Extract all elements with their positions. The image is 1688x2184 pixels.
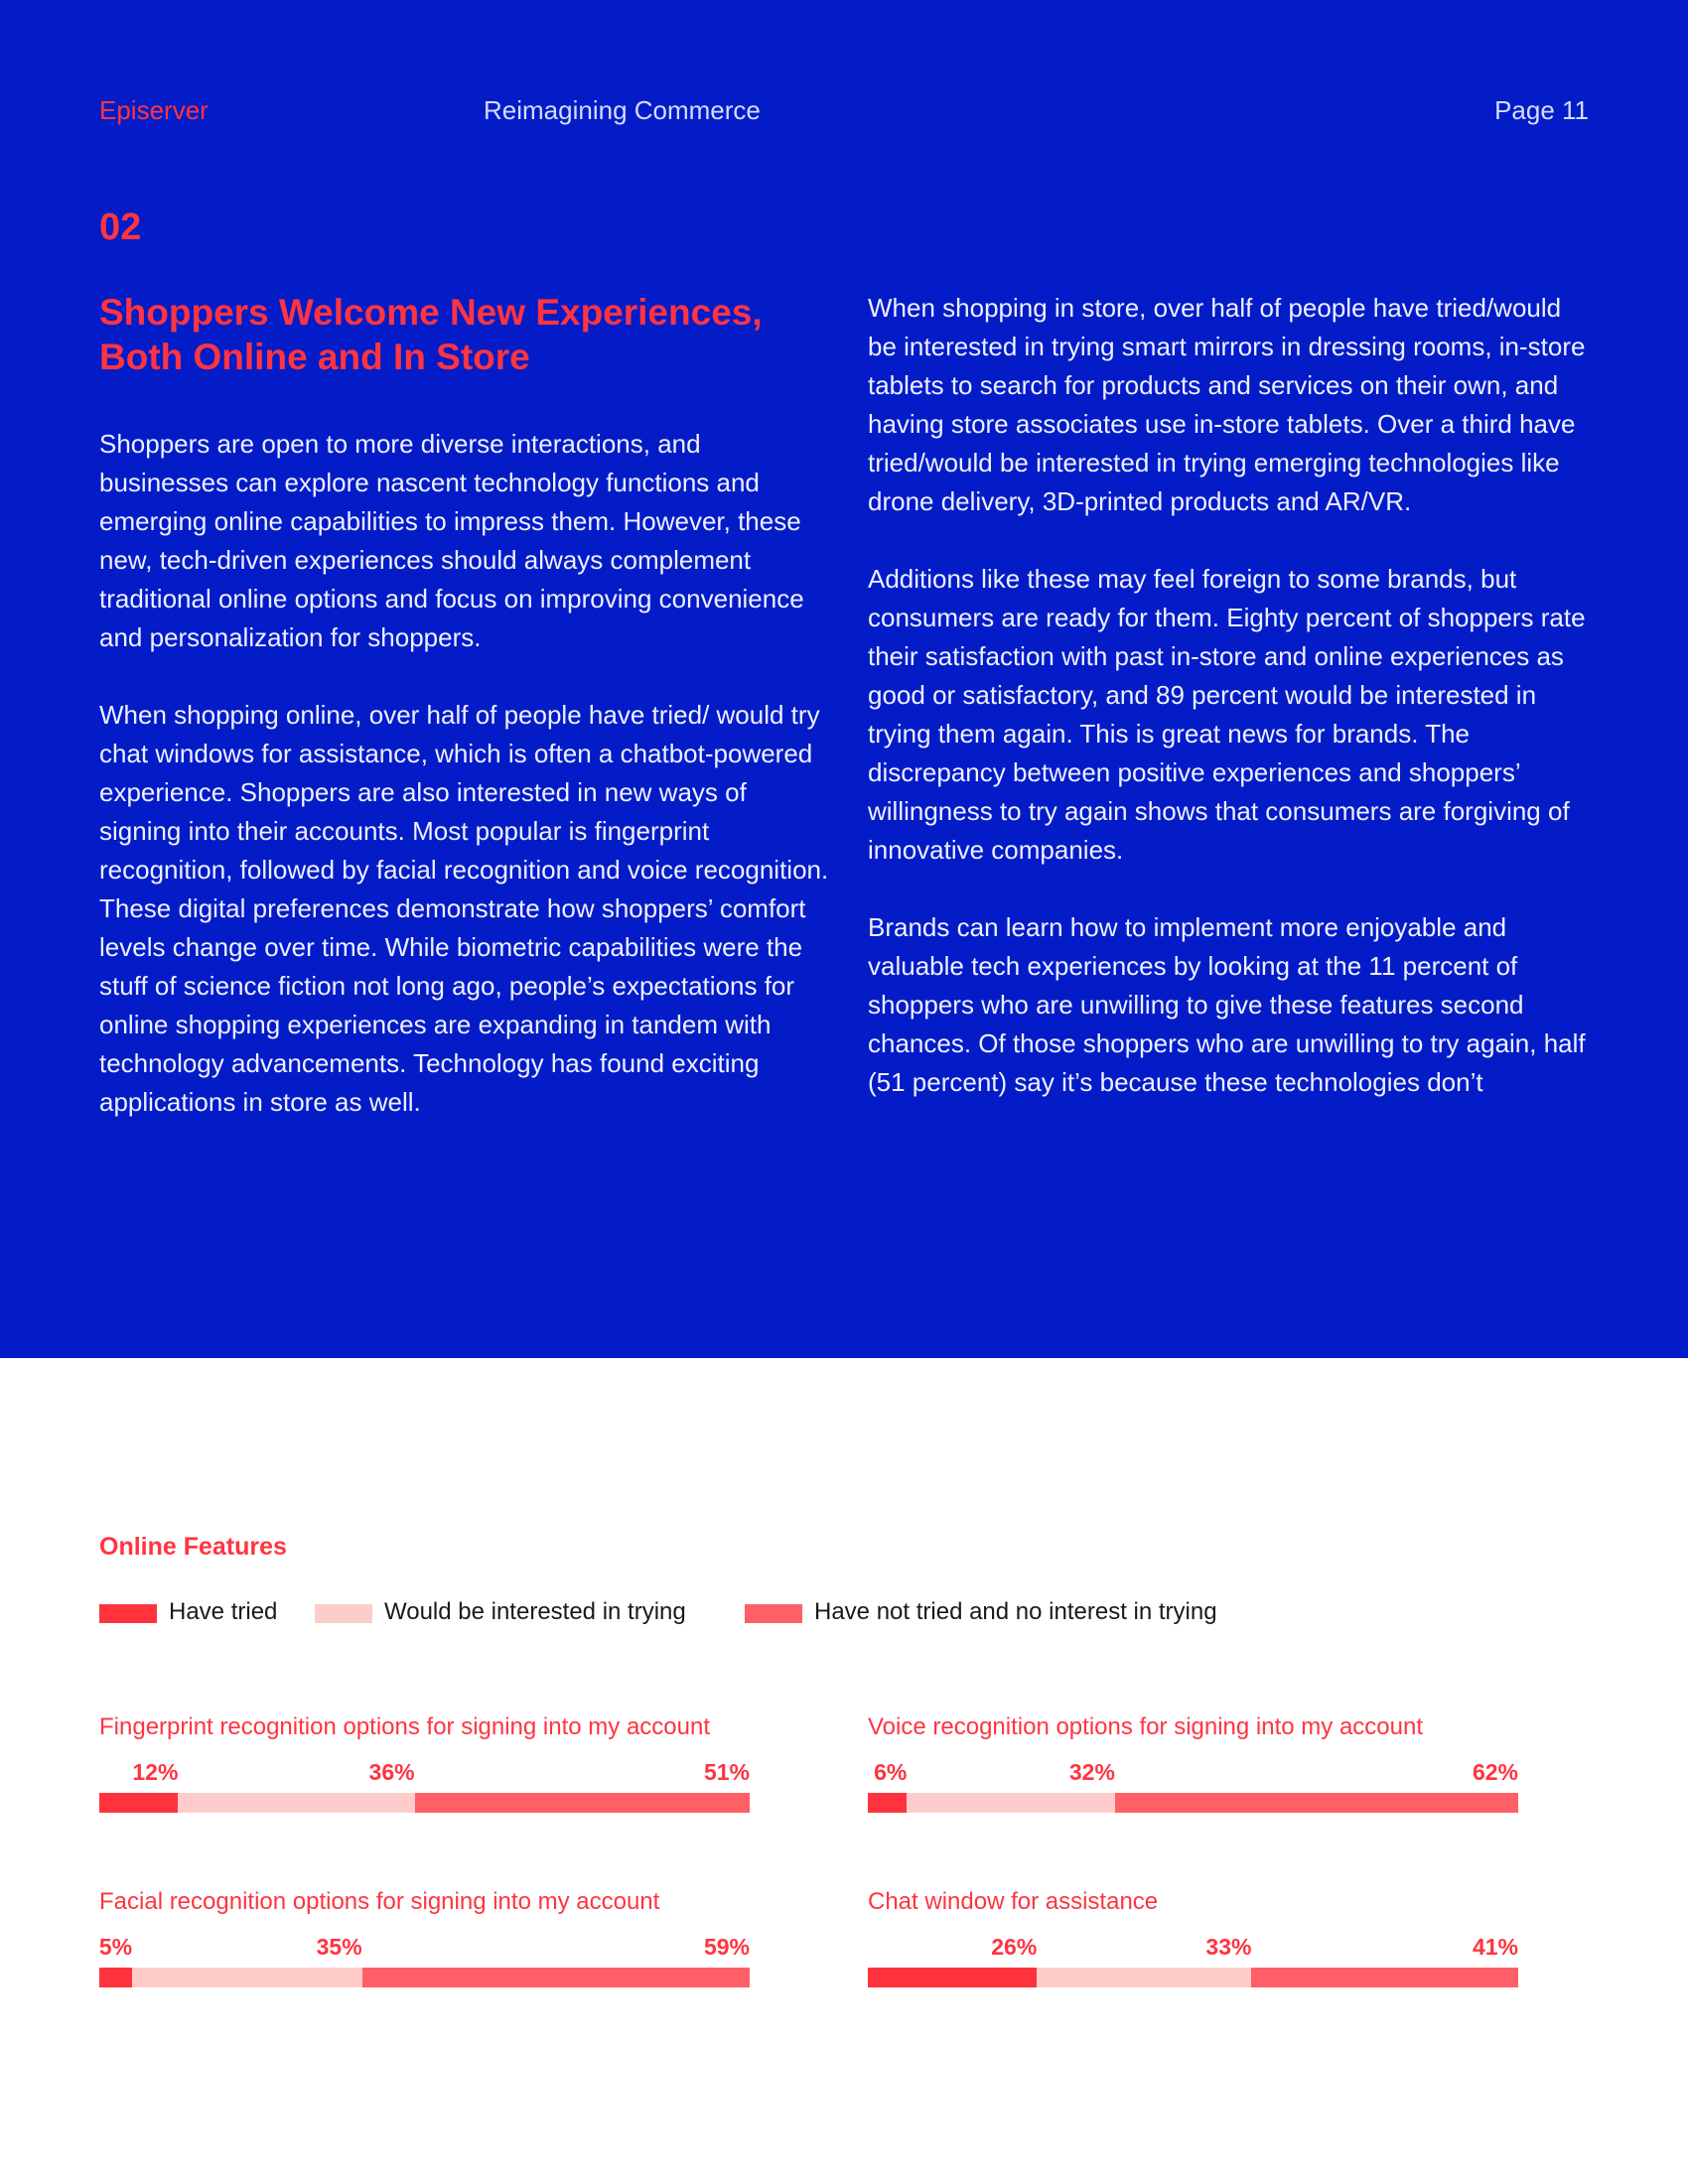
bar-segment: [132, 1968, 362, 1987]
data-label: 41%: [1472, 1934, 1518, 1960]
body-paragraph: Additions like these may feel foreign to some brands, but consumers are ready for them. Eighty percent of shoppers rate their satisfaction with past in-store and online experiences as good or satisfactory, and 89 percent would be interested in trying them again. This is great news for brands. The discrepancy between positive experiences and shoppers’ willingness to try again shows that consumers are forgiving of innovative companies.: [868, 564, 1586, 865]
stacked-bar: [868, 1968, 1518, 1987]
bar-segment: [415, 1793, 750, 1813]
bar-category-label: Facial recognition options for signing into my account: [99, 1888, 660, 1915]
legend-swatch-have-tried: [99, 1604, 157, 1623]
body-column-right: [868, 289, 1589, 1141]
stacked-bar-item: [99, 1713, 750, 1833]
data-label: 51%: [703, 1759, 750, 1785]
body-column-left: [99, 425, 829, 1160]
bar-segment: [1251, 1968, 1518, 1987]
data-label: 5%: [98, 1934, 133, 1960]
legend-label: Have not tried and no interest in trying: [814, 1598, 1217, 1625]
stacked-bar: [99, 1793, 750, 1813]
bar-category-label: Chat window for assistance: [868, 1888, 1159, 1915]
bar-segment: [868, 1793, 907, 1813]
section-number: 02: [99, 206, 142, 248]
legend-label: Would be interested in trying: [384, 1598, 686, 1625]
bar-segment: [1115, 1793, 1518, 1813]
bar-segment: [1037, 1968, 1251, 1987]
legend-swatch-no-interest: [745, 1604, 802, 1623]
brand-name: Episerver: [99, 95, 209, 125]
stacked-bar: [868, 1793, 1518, 1813]
stacked-bar-item: [868, 1713, 1518, 1833]
legend-swatch-would-try: [315, 1604, 372, 1623]
data-label: 12%: [132, 1759, 179, 1785]
stacked-bar-item: [868, 1888, 1518, 2007]
data-label: 6%: [874, 1759, 908, 1785]
data-label: 59%: [703, 1934, 750, 1960]
body-paragraph: When shopping online, over half of people have tried/ would try chat windows for assistance, which is often a chatbot-powered experience. Shoppers are also interested in new ways of signing into their accounts. Most popular is fingerprint recognition, followed by facial recognition and voice recognition. These digital preferences demonstrate how shoppers’ comfort levels change over time. While biometric capabilities were the stuff of science fiction not long ago, people’s expectations for online shopping experiences are expanding in tandem with technology advancements. Technology has found exciting applications in store as well.: [99, 700, 829, 1117]
bar-segment: [868, 1968, 1037, 1987]
stacked-bar: [99, 1968, 750, 1987]
body-paragraph: Shoppers are open to more diverse interactions, and businesses can explore nascent technology functions and emerging online capabilities to impress them. However, these new, tech-driven experiences should always complement traditional online options and focus on improving convenience and personalization for shoppers.: [99, 429, 804, 652]
document-title: Reimagining Commerce: [484, 95, 761, 125]
bar-category-label: Fingerprint recognition options for signing into my account: [99, 1713, 710, 1740]
chart-legend: [99, 1598, 1489, 1628]
bar-segment: [362, 1968, 750, 1987]
data-label: 33%: [1205, 1934, 1252, 1960]
data-label: 36%: [368, 1759, 415, 1785]
bar-segment: [99, 1968, 132, 1987]
body-paragraph: Brands can learn how to implement more enjoyable and valuable tech experiences by looking at the 11 percent of shoppers who are unwilling to give these features second chances. Of those shoppers who are unwilling to try again, half (51 percent) say it’s because these technologies don’t: [868, 912, 1586, 1097]
body-paragraph: When shopping in store, over half of people have tried/would be interested in trying smart mirrors in dressing rooms, in-store tablets to search for products and services on their own, and having store associates use in-store tablets. Over a third have tried/would be interested in trying emerging technologies like drone delivery, 3D-printed products and AR/VR.: [868, 293, 1586, 516]
legend-label: Have tried: [169, 1598, 278, 1625]
bar-segment: [178, 1793, 414, 1813]
page-number: Page 11: [1494, 95, 1589, 125]
section-title: [99, 290, 814, 379]
data-label: 62%: [1472, 1759, 1518, 1785]
data-label: 35%: [316, 1934, 362, 1960]
bar-category-label: Voice recognition options for signing into my account: [868, 1713, 1423, 1740]
bar-segment: [99, 1793, 178, 1813]
data-label: 32%: [1068, 1759, 1115, 1785]
section-title-line-1: Shoppers Welcome New Experiences,: [99, 292, 763, 333]
section-title-line-2: Both Online and In Store: [99, 337, 530, 377]
bar-segment: [907, 1793, 1115, 1813]
stacked-bar-item: [99, 1888, 750, 2007]
data-label: 26%: [991, 1934, 1038, 1960]
chart-title: Online Features: [99, 1533, 287, 1561]
